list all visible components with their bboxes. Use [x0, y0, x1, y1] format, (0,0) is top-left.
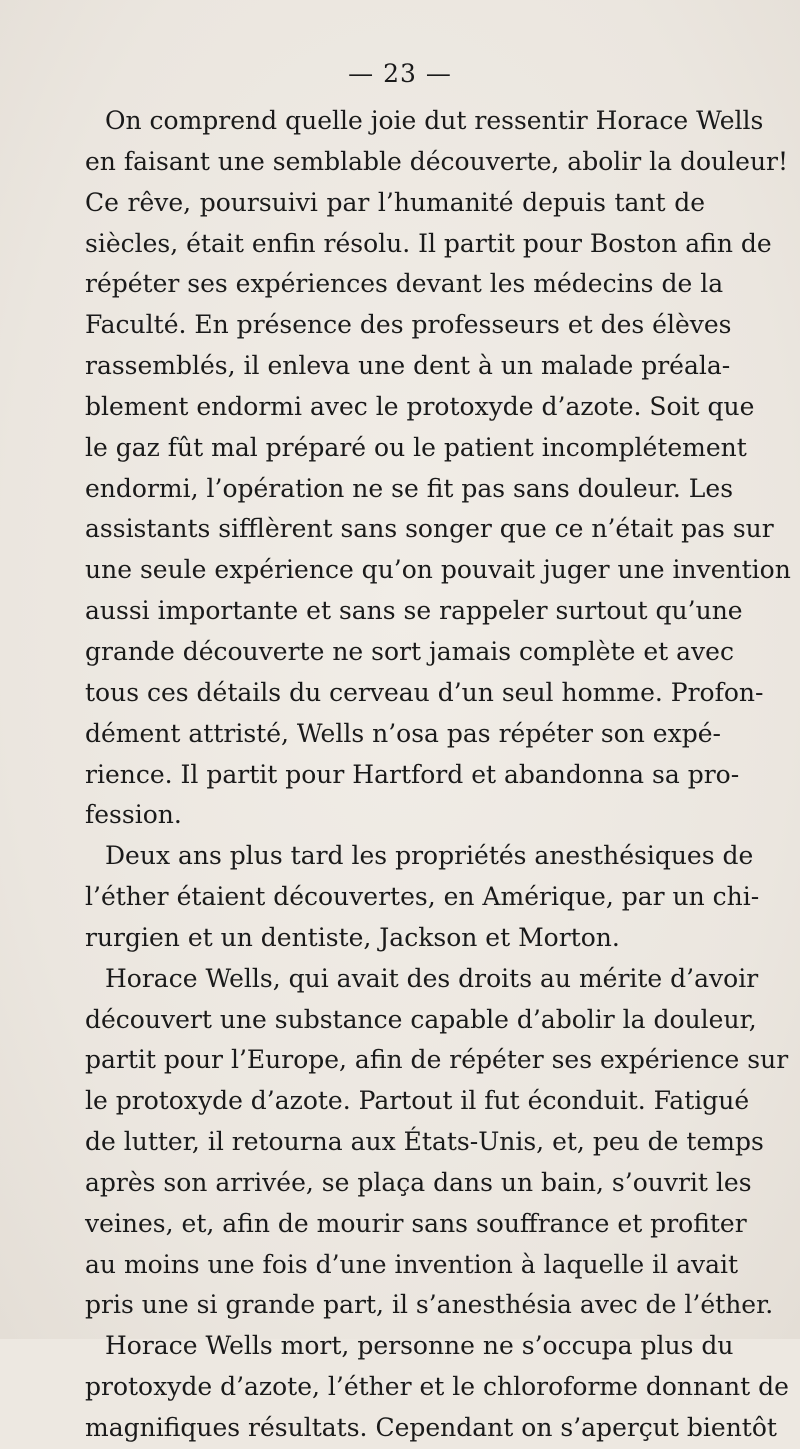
text-line: rassemblés, il enleva une dent à un malade préala-	[85, 351, 731, 381]
text-line: de lutter, il retourna aux États-Unis, et, peu de temps	[85, 1127, 764, 1157]
text-line: tous ces détails du cerveau d’un seul homme. Profon-	[85, 677, 764, 707]
text-line: rurgien et un dentiste, Jackson et Morton.	[85, 922, 620, 952]
text-line: endormi, l’opération ne se fit pas sans douleur. Les	[85, 473, 734, 503]
text-line: assistants sifflèrent sans songer que ce n’était pas sur	[85, 514, 774, 544]
body-text	[85, 101, 791, 1449]
text-line: Horace Wells mort, personne ne s’occupa plus du	[105, 1331, 734, 1361]
text-line: Horace Wells, qui avait des droits au mérite d’avoir	[105, 963, 759, 993]
text-line: Ce rêve, poursuivi par l’humanité depuis tant de	[85, 187, 705, 217]
text-line: après son arrivée, se plaça dans un bain, s’ouvrit les	[85, 1167, 752, 1197]
text-line: On comprend quelle joie dut ressentir Horace Wells	[105, 106, 764, 135]
text-line: dément attristé, Wells n’osa pas répéter son expé-	[85, 718, 721, 748]
text-line: découvert une substance capable d’abolir la douleur,	[85, 1004, 757, 1034]
text-line: pris une si grande part, il s’anesthésia avec de l’éther.	[85, 1290, 774, 1320]
text-line: rience. Il partit pour Hartford et abandonna sa pro-	[85, 759, 740, 789]
text-line: aussi importante et sans se rappeler surtout qu’une	[85, 596, 743, 626]
page-number: — 23 —	[348, 59, 452, 88]
text-line: fession.	[85, 800, 182, 830]
text-line: en faisant une semblable découverte, abolir la douleur!	[85, 146, 789, 176]
text-line: le gaz fût mal préparé ou le patient incomplétement	[85, 432, 747, 462]
text-line: siècles, était enfin résolu. Il partit pour Boston afin de	[85, 228, 772, 258]
text-line: veines, et, afin de mourir sans souffrance et profiter	[85, 1208, 747, 1238]
text-line: une seule expérience qu’on pouvait juger une invention	[85, 555, 791, 585]
text-line: grande découverte ne sort jamais complète et avec	[85, 636, 734, 666]
text-line: protoxyde d’azote, l’éther et le chloroforme donnant de	[85, 1372, 789, 1402]
text-line: Deux ans plus tard les propriétés anesthésiques de	[105, 841, 754, 871]
text-line: le protoxyde d’azote. Partout il fut éconduit. Fatigué	[85, 1086, 750, 1116]
text-line: au moins une fois d’une invention à laquelle il avait	[85, 1249, 739, 1279]
text-line: Faculté. En présence des professeurs et des élèves	[85, 310, 732, 340]
text-line: magnifiques résultats. Cependant on s’aperçut bientôt	[85, 1413, 777, 1442]
text-line: partit pour l’Europe, afin de répéter ses expérience sur	[85, 1045, 789, 1075]
text-line: blement endormi avec le protoxyde d’azote. Soit que	[85, 391, 755, 421]
text-line: répéter ses expériences devant les médecins de la	[85, 269, 724, 299]
text-line: l’éther étaient découvertes, en Amérique, par un chi-	[85, 882, 760, 912]
